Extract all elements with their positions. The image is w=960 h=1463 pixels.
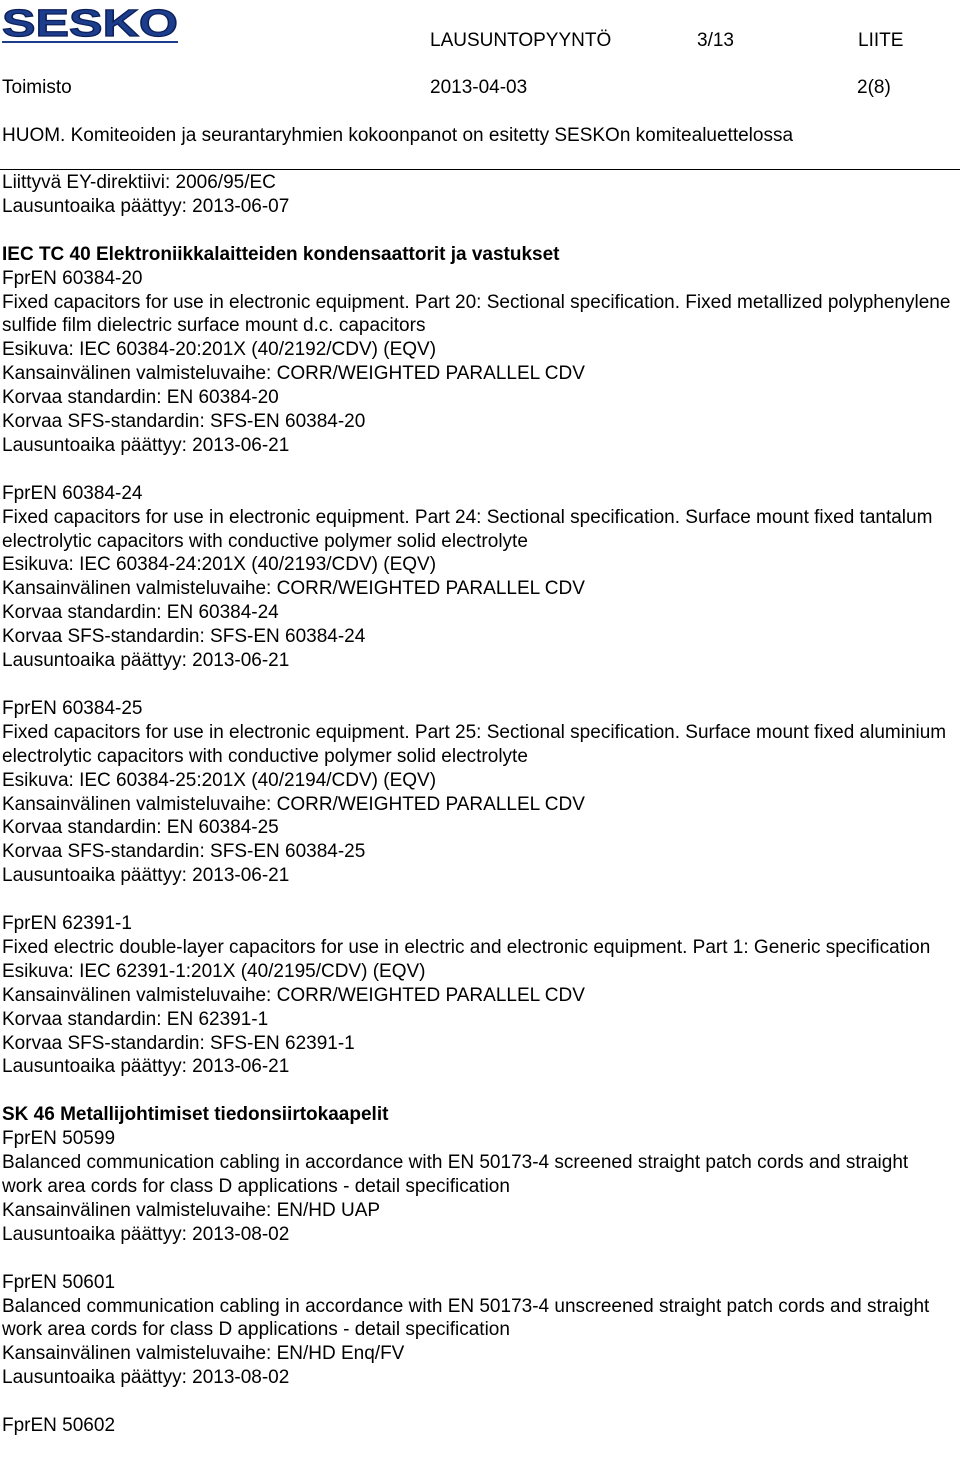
doc-type: LAUSUNTOPYYNTÖ — [430, 30, 612, 51]
standard-basis: Esikuva: IEC 62391-1:201X (40/2195/CDV) (EQV) — [2, 960, 426, 982]
document-body — [2, 171, 952, 1438]
standard-description: Fixed electric double-layer capacitors for use in electric and electronic equipment. Part 1: Generic specification — [2, 936, 931, 958]
standard-code: FprEN 62391-1 — [2, 913, 132, 935]
standard-code: FprEN 50601 — [2, 1271, 116, 1293]
standard-description: Balanced communication cabling in accordance with EN 50173-4 screened straight patch cords and straight work area cords for class D applications - detail specification — [2, 1152, 909, 1197]
appendix-label: LIITE — [858, 30, 904, 51]
page-number: 3/13 — [697, 30, 734, 51]
standard-entry — [2, 1414, 952, 1438]
standard-replaces: Korvaa standardin: EN 60384-24 — [2, 602, 279, 624]
standard-deadline: Lausuntoaika päättyy: 2013-08-02 — [2, 1223, 290, 1245]
spacer — [2, 1247, 952, 1271]
standard-entry — [2, 1271, 952, 1391]
spacer — [2, 673, 952, 697]
standard-description: Fixed capacitors for use in electronic equipment. Part 25: Sectional specification. Surface mount fixed aluminium electrolytic capacitors with conductive polymer solid electrolyte — [2, 721, 947, 767]
standard-basis: Esikuva: IEC 60384-20:201X (40/2192/CDV) (EQV) — [2, 339, 437, 361]
standard-replaces: Korvaa standardin: EN 60384-25 — [2, 817, 279, 839]
standard-stage: Kansainvälinen valmisteluvaihe: EN/HD Enq/FV — [2, 1343, 405, 1365]
standard-code: FprEN 50599 — [2, 1128, 116, 1150]
standard-entry — [2, 697, 952, 888]
standard-stage: Kansainvälinen valmisteluvaihe: CORR/WEIGHTED PARALLEL CDV — [2, 578, 585, 600]
header-date: 2013-04-03 — [430, 77, 528, 98]
standard-replaces: Korvaa standardin: EN 60384-20 — [2, 387, 279, 409]
standard-description: Fixed capacitors for use in electronic equipment. Part 24: Sectional specification. Surface mount fixed tantalum electrolytic capacitors with conductive polymer solid electrolyte — [2, 506, 933, 552]
standard-description: Fixed capacitors for use in electronic equipment. Part 20: Sectional specification. Fixed metallized polyphenylene sulfide film dielectric surface mount d.c. capacitors — [2, 291, 951, 337]
standard-entry — [2, 912, 952, 1079]
standard-entry — [2, 267, 952, 458]
standard-code: FprEN 60384-25 — [2, 697, 143, 719]
spacer — [2, 888, 952, 912]
standard-stage: Kansainvälinen valmisteluvaihe: EN/HD UAP — [2, 1199, 381, 1221]
header-divider — [0, 169, 960, 170]
standard-code: FprEN 50602 — [2, 1415, 116, 1437]
office-label: Toimisto — [2, 77, 72, 98]
standard-stage: Kansainvälinen valmisteluvaihe: CORR/WEIGHTED PARALLEL CDV — [2, 363, 585, 385]
spacer — [2, 219, 952, 243]
standard-description: Balanced communication cabling in accordance with EN 50173-4 unscreened straight patch cords and straight work area cords for class D applications - detail specification — [2, 1295, 930, 1341]
standard-deadline: Lausuntoaika päättyy: 2013-08-02 — [2, 1367, 290, 1389]
directive-line: Liittyvä EY-direktiivi: 2006/95/EC — [2, 172, 276, 193]
spacer — [2, 458, 952, 482]
standard-deadline: Lausuntoaika päättyy: 2013-06-21 — [2, 650, 290, 672]
standard-stage: Kansainvälinen valmisteluvaihe: CORR/WEIGHTED PARALLEL CDV — [2, 793, 585, 815]
spacer — [2, 1390, 952, 1414]
committee-heading: SK 46 Metallijohtimiset tiedonsiirtokaapelit — [2, 1104, 389, 1126]
standard-stage: Kansainvälinen valmisteluvaihe: CORR/WEIGHTED PARALLEL CDV — [2, 984, 585, 1006]
intro-deadline: Lausuntoaika päättyy: 2013-06-07 — [2, 195, 290, 217]
standard-entry — [2, 1127, 952, 1247]
standard-deadline: Lausuntoaika päättyy: 2013-06-21 — [2, 434, 290, 456]
standard-basis: Esikuva: IEC 60384-24:201X (40/2193/CDV) (EQV) — [2, 554, 437, 576]
standard-replaces-sfs: Korvaa SFS-standardin: SFS-EN 60384-20 — [2, 411, 366, 433]
sesko-logo — [0, 0, 182, 46]
standard-deadline: Lausuntoaika päättyy: 2013-06-21 — [2, 1056, 290, 1078]
standard-replaces-sfs: Korvaa SFS-standardin: SFS-EN 60384-25 — [2, 841, 366, 863]
sub-page-number: 2(8) — [857, 77, 891, 98]
standard-basis: Esikuva: IEC 60384-25:201X (40/2194/CDV) (EQV) — [2, 769, 437, 791]
standard-entry — [2, 482, 952, 673]
spacer — [2, 1079, 952, 1103]
standard-replaces: Korvaa standardin: EN 62391-1 — [2, 1008, 269, 1030]
standard-code: FprEN 60384-20 — [2, 267, 143, 289]
logo-text: SESKO — [2, 3, 178, 45]
header-note: HUOM. Komiteoiden ja seurantaryhmien kokoonpanot on esitetty SESKOn komitealuettelossa — [2, 125, 794, 146]
standard-replaces-sfs: Korvaa SFS-standardin: SFS-EN 60384-24 — [2, 626, 366, 648]
standard-deadline: Lausuntoaika päättyy: 2013-06-21 — [2, 865, 290, 887]
committee-heading: IEC TC 40 Elektroniikkalaitteiden kondensaattorit ja vastukset — [2, 243, 560, 265]
standard-replaces-sfs: Korvaa SFS-standardin: SFS-EN 62391-1 — [2, 1032, 355, 1054]
standard-code: FprEN 60384-24 — [2, 482, 143, 504]
